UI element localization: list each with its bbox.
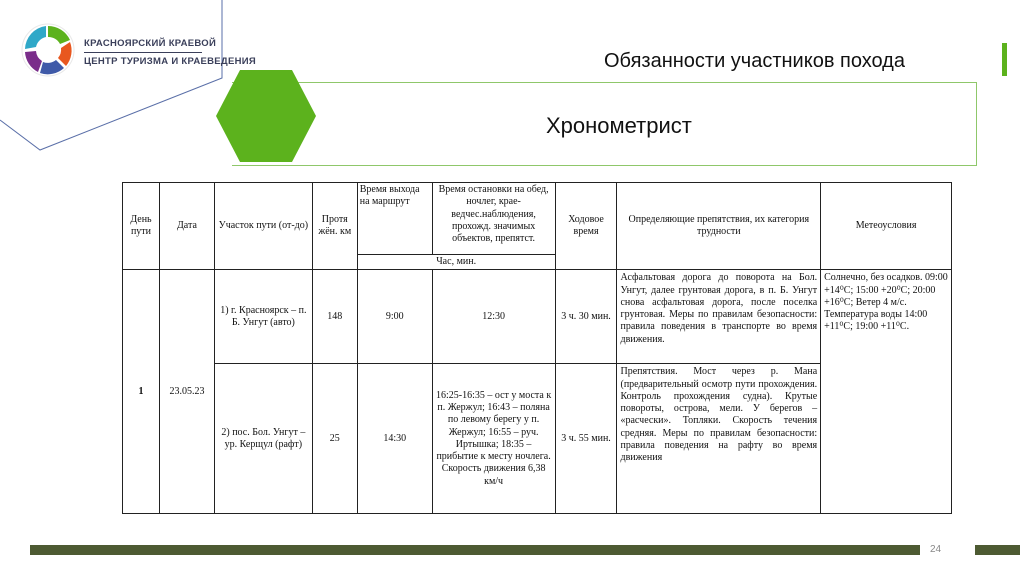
hexagon-shape	[214, 66, 318, 166]
page-number: 24	[930, 544, 942, 555]
route-table	[122, 182, 952, 514]
cell-obstacles: Асфальтовая дорога до поворота на Бол. Унгут, далее грунтовая дорога, в п. Б. Унгут снова асфальтовая дорога, после поселка грунтовая. Меры по правилам безопасности: правила поведения в транспорте во время движения.	[617, 270, 821, 364]
logo	[20, 22, 76, 78]
header-units: Час, мин.	[357, 255, 555, 270]
cell-stops: 16:25-16:35 – ост у моста к п. Жержул; 16:43 – поляна по левому берегу у п. Жержул; 16:55 – руч. Иртышка; 18:35 – прибытие к месту ночлега. Скорость движения 6,38 км/ч	[432, 364, 555, 514]
page-subtitle: Хронометрист	[546, 113, 692, 138]
cell-departure: 9:00	[357, 270, 432, 364]
cell-length: 25	[312, 364, 357, 514]
header-length: Протя жён. км	[312, 183, 357, 270]
cell-segment: 1) г. Красноярск – п. Б. Унгут (авто)	[214, 270, 312, 364]
header-day: День пути	[123, 183, 160, 270]
cell-obstacles: Препятствия. Мост через р. Мана (предварительный осмотр пути прохождения. Контроль прохождения судна). Крутые повороты, острова, мели. У берегов – «расчески». Топляки. Скорость течения средняя. Меры по правилам безопасности: правила поведения на рафту во время движения	[617, 364, 821, 514]
header-stops: Время остановки на обед, ночлег, крае-ведчес.наблюдения, прохожд. значимых объектов, препятст.	[432, 183, 555, 255]
header-segment: Участок пути (от-до)	[214, 183, 312, 270]
table-header-row	[123, 183, 952, 255]
header-departure: Время выхода на маршрут	[357, 183, 432, 255]
cell-day: 1	[123, 270, 160, 514]
org-divider	[84, 52, 202, 53]
cell-running-time: 3 ч. 30 мин.	[555, 270, 617, 364]
cell-running-time: 3 ч. 55 мин.	[555, 364, 617, 514]
org-line-1: КРАСНОЯРСКИЙ КРАЕВОЙ	[84, 38, 217, 49]
page-title: Обязанности участников похода	[604, 50, 905, 72]
organization-name	[84, 36, 256, 69]
cell-length: 148	[312, 270, 357, 364]
cell-stops: 12:30	[432, 270, 555, 364]
cell-segment: 2) пос. Бол. Унгут – ур. Керщул (рафт)	[214, 364, 312, 514]
title-accent-bar	[1002, 43, 1007, 76]
table-row	[123, 270, 952, 364]
header-weather: Метеоусловия	[821, 183, 952, 270]
footer-bar	[30, 545, 920, 555]
header-date: Дата	[159, 183, 214, 270]
header-obstacles: Определяющие препятствия, их категория трудности	[617, 183, 821, 270]
footer-bar-right	[975, 545, 1020, 555]
org-line-2: ЦЕНТР ТУРИЗМА И КРАЕВЕДЕНИЯ	[84, 56, 257, 67]
cell-departure: 14:30	[357, 364, 432, 514]
header-running-time: Ходовое время	[555, 183, 617, 270]
cell-date: 23.05.23	[159, 270, 214, 514]
cell-weather: Солнечно, без осадков. 09:00 +14⁰С; 15:00 +20⁰С; 20:00 +16⁰С; Ветер 4 м/с. Температура воды 14:00 +11⁰С; 19:00 +11⁰С.	[821, 270, 952, 514]
